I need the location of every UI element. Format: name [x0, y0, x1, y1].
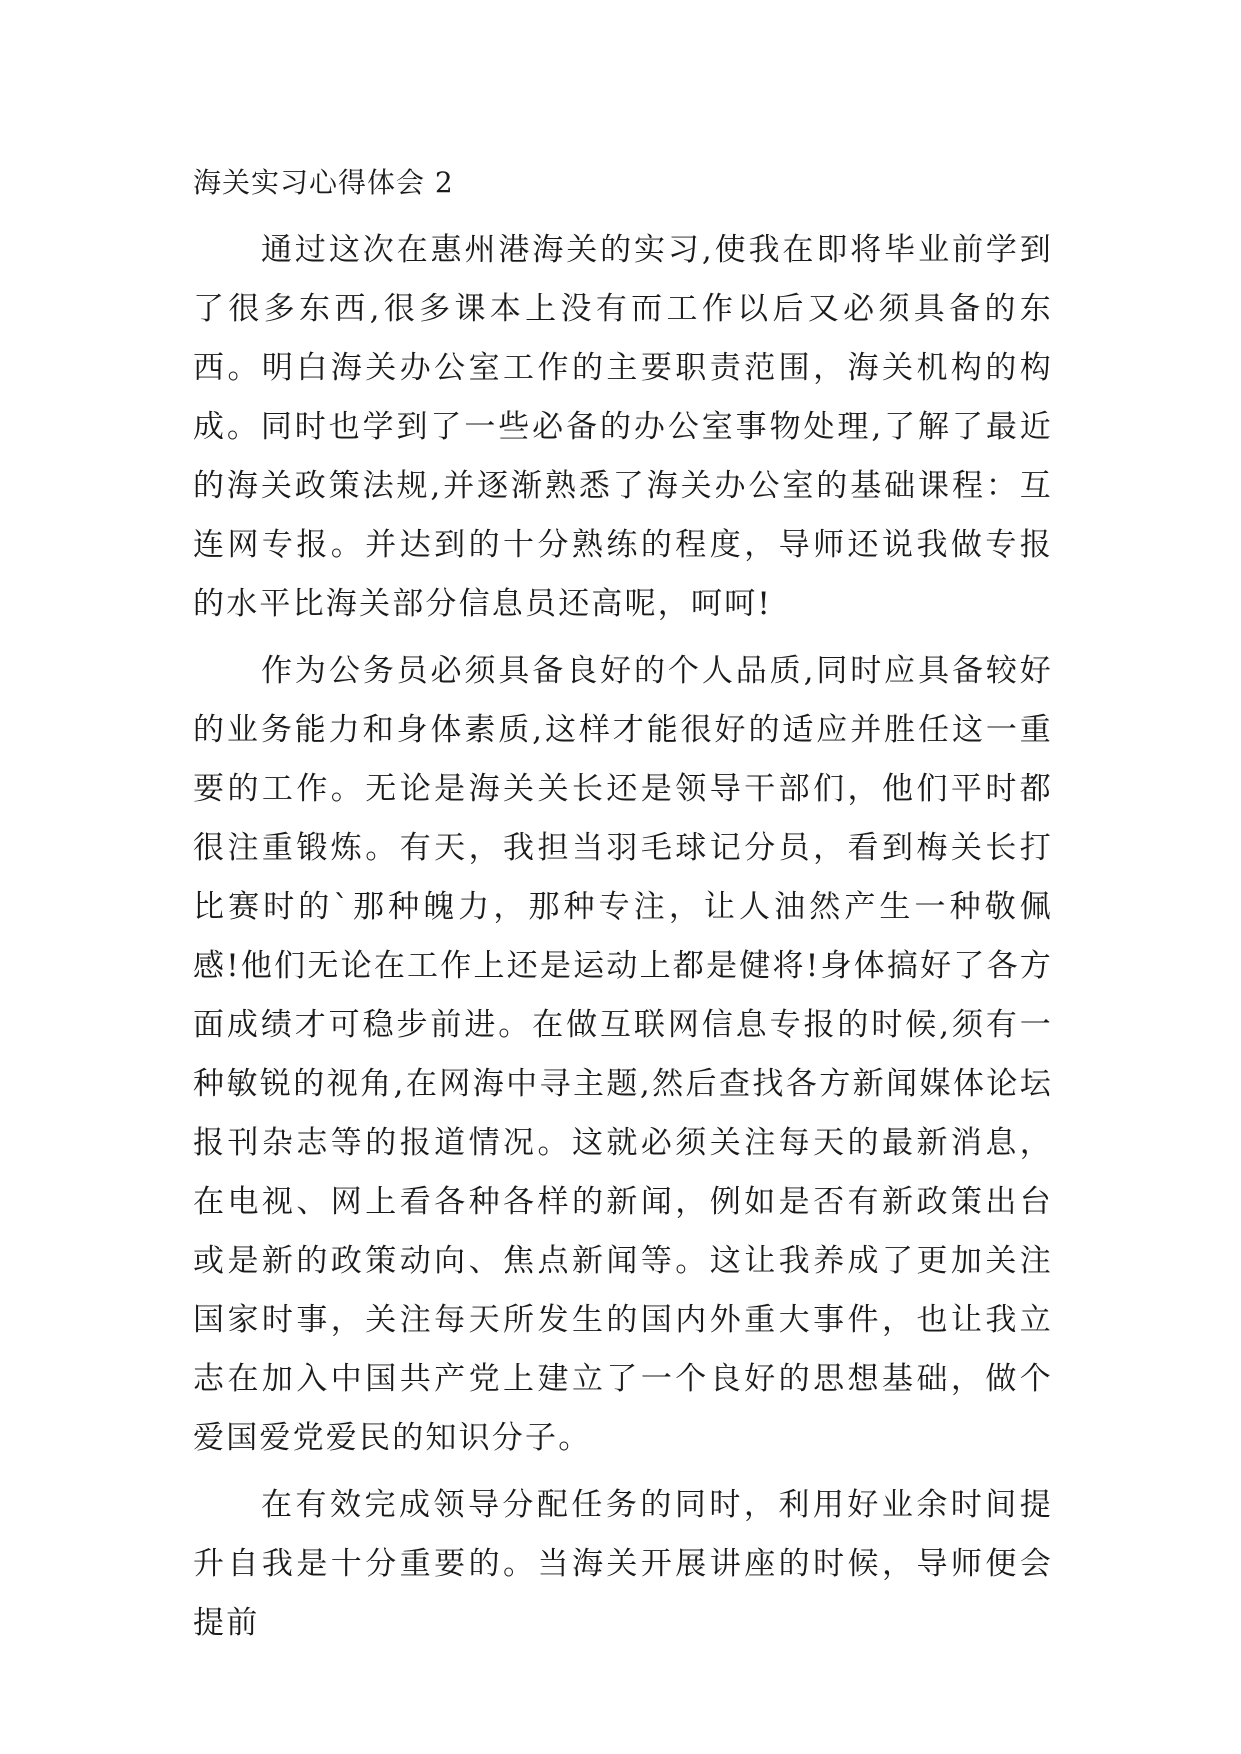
paragraph-1: 通过这次在惠州港海关的实习,使我在即将毕业前学到了很多东西,很多课本上没有而工作以后又必须具备的东西。明白海关办公室工作的主要职责范围，海关机构的构成。同时也学到了一些必备的办公室事物处理,了解了最近的海关政策法规,并逐渐熟悉了海关办公室的基础课程：互连网专报。并达到的十分熟练的程度，导师还说我做专报的水平比海关部分信息员还高呢，呵呵! — [193, 232, 1053, 622]
document-title: 海关实习心得体会 2 — [193, 166, 454, 199]
paragraph-3: 在有效完成领导分配任务的同时，利用好业余时间提升自我是十分重要的。当海关开展讲座的时候，导师便会提前 — [193, 1487, 1053, 1641]
paragraph-2: 作为公务员必须具备良好的个人品质,同时应具备较好的业务能力和身体素质,这样才能很好的适应并胜任这一重要的工作。无论是海关关长还是领导干部们，他们平时都很注重锻炼。有天，我担当羽毛球记分员，看到梅关长打比赛时的`那种魄力，那种专注，让人油然产生一种敬佩感!他们无论在工作上还是运动上都是健将!身体搞好了各方面成绩才可稳步前进。在做互联网信息专报的时候,须有一种敏锐的视角,在网海中寻主题,然后查找各方新闻媒体论坛报刊杂志等的报道情况。这就必须关注每天的最新消息，在电视、网上看各种各样的新闻，例如是否有新政策出台或是新的政策动向、焦点新闻等。这让我养成了更加关注国家时事，关注每天所发生的国内外重大事件，也让我立志在加入中国共产党上建立了一个良好的思想基础，做个爱国爱党爱民的知识分子。 — [193, 653, 1053, 1456]
document-body — [193, 163, 1053, 1661]
